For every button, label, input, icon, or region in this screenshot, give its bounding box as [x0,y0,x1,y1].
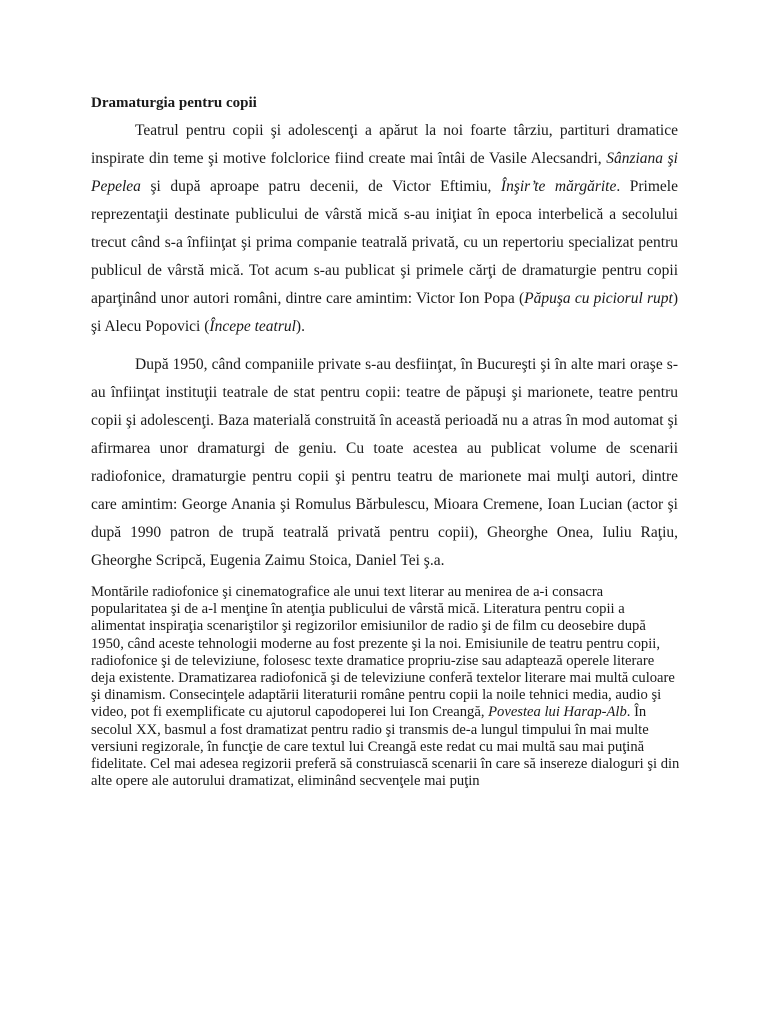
work-title-harap-alb: Povestea lui Harap-Alb [488,704,627,721]
paragraph-3-text-1: Montările radiofonice şi cinematografice ale unui text literar au menirea de a-i consacra popularitatea şi de a-l menţine în atenţia publicului de vârstă mică. Literatura pentru copii a alimentat inspiraţia scenariştilor şi regizorilor emisiunilor de radio şi de film cu deosebire după 1950, când aceste tehnologii moderne au fost prezente şi la noi. Emisiunile de teatru pentru copii, radiofonice şi de televiziune, folosesc texte dramatice propriu-zise sau adaptează operele literare deja existente. Dramatizarea radiofonică şi de televiziune conferă textelor literare mai multă culoare şi dinamism. Consecinţele adaptării literaturii române pentru copii la noile tehnici media, audio şi video, pot fi exemplificate cu ajutorul capodoperei lui Ion Creangă, [91,584,675,721]
paragraph-1 [91,117,678,341]
paragraph-1-text-4: ) şi Alecu Popovici ( [91,290,678,335]
work-title-incepe-teatrul: Începe teatrul [209,318,296,335]
work-title-papusa: Păpuşa cu piciorul rupt [524,290,673,307]
work-title-sanziana: Sânziana şi Pepelea [91,150,678,195]
paragraph-1-text-1: Teatrul pentru copii şi adolescenţi a apărut la noi foarte târziu, partituri dramatice inspirate din teme şi motive folclorice fiind create mai întâi de Vasile Alecsandri, [91,122,678,167]
paragraph-1-text-2: şi după aproape patru decenii, de Victor Eftimiu, [140,178,501,195]
paragraph-1-text-3: . Primele reprezentaţii destinate publicului de vârstă mică s-au iniţiat în epoca interbelică a secolului trecut când s-a înfiinţat şi prima companie teatrală privată, cu un repertoriu specializat pentru publicul de vârstă mică. Tot acum s-au publicat şi primele cărţi de dramaturgie pentru copii aparţinând unor autori români, dintre care amintim: Victor Ion Popa ( [91,178,678,307]
work-title-insirte: Înşir’te mărgărite [500,178,617,195]
paragraph-3 [91,584,681,790]
paragraph-3-text-2: . În secolul XX, basmul a fost dramatizat pentru radio şi transmis de-a lungul timpului în mai multe versiuni regizorale, în funcţie de care textul lui Creangă este redat cu mai multă sau mai puţină fidelitate. Cel mai adesea regizorii preferă să construiască scenarii în care să insereze dialoguri şi din alte opere ale autorului dramatizat, eliminând secvenţele mai puţin [91,704,680,790]
paragraph-2: După 1950, când companiile private s-au desfiinţat, în Bucureşti şi în alte mari oraşe s-au înfiinţat instituţii teatrale de stat pentru copii: teatre de păpuşi şi marionete, teatre pentru copii şi adolescenţi. Baza materială construită în această perioadă nu a atras în mod automat şi afirmarea unor dramaturgi de geniu. Cu toate acestea au publicat volume de scenarii radiofonice, dramaturgie pentru copii şi pentru teatru de marionete mai mulţi autori, dintre care amintim: George Anania şi Romulus Bărbulescu, Mioara Cremene, Ioan Lucian (actor şi după 1990 patron de trupă teatrală privată pentru copii), Gheorghe Onea, Iuliu Raţiu, Gheorghe Scripcă, Eugenia Zaimu Stoica, Daniel Tei ş.a. [91,356,678,569]
document-title: Dramaturgia pentru copii [91,95,257,111]
paragraph-1-text-5: ). [295,318,305,335]
